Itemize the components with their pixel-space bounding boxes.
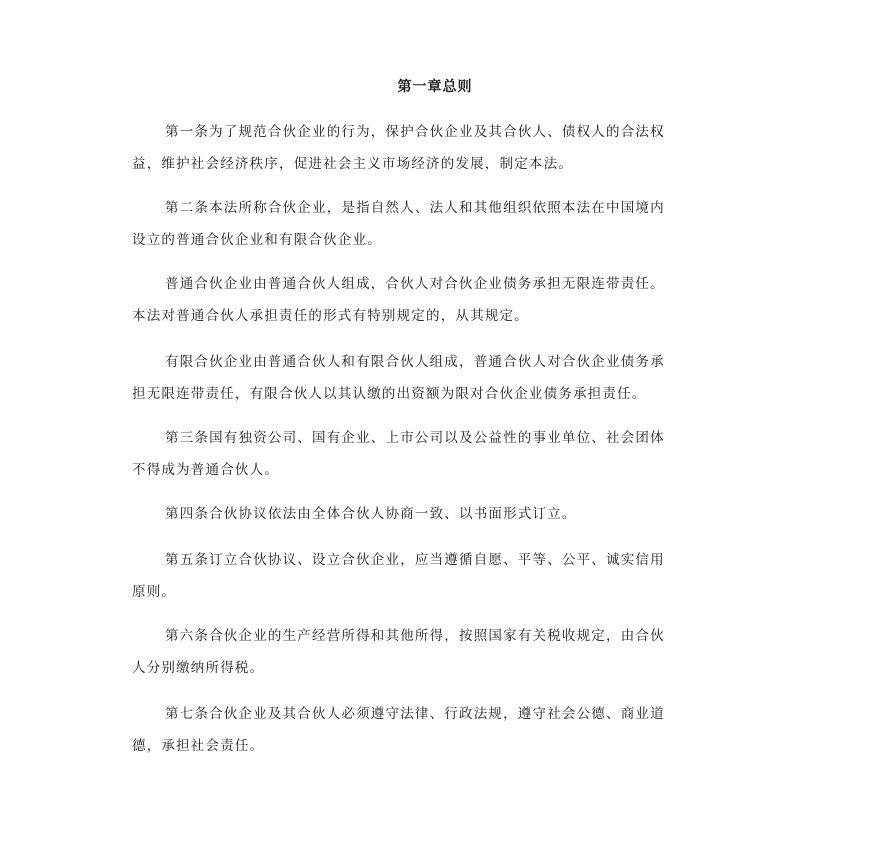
paragraph-line: 普通合伙企业由普通合伙人组成，合伙人对合伙企业债务承担无限连带责任。 [165,276,665,292]
paragraph-line: 第二条本法所称合伙企业，是指自然人、法人和其他组织依照本法在中国境内 [165,200,665,216]
paragraph-limited-partnership [132,346,752,410]
paragraph-article-2 [132,192,752,256]
paragraph-line: 第七条合伙企业及其合伙人必须遵守法律、行政法规，遵守社会公德、商业道 [165,706,665,722]
paragraph-line: 第五条订立合伙协议、设立合伙企业，应当遵循自愿、平等、公平、诚实信用 [165,552,665,568]
paragraph-article-4 [132,498,752,530]
paragraph-article-7 [132,698,752,762]
paragraph-article-6 [132,620,752,684]
paragraph-article-5 [132,544,752,608]
paragraph-line: 担无限连带责任，有限合伙人以其认缴的出资额为限对合伙企业债务承担责任。 [132,386,647,402]
paragraph-general-partnership [132,268,752,332]
paragraph-line: 原则。 [132,584,177,600]
paragraph-line: 有限合伙企业由普通合伙人和有限合伙人组成，普通合伙人对合伙企业债务承 [165,354,665,370]
paragraph-article-3 [132,422,752,486]
paragraph-line: 本法对普通合伙人承担责任的形式有特别规定的，从其规定。 [132,308,529,324]
paragraph-line: 德，承担社会责任。 [132,738,265,754]
paragraph-line: 第四条合伙协议依法由全体合伙人协商一致、以书面形式订立。 [165,506,577,522]
paragraph-article-1 [132,116,752,180]
paragraph-line: 设立的普通合伙企业和有限合伙企业。 [132,232,382,248]
paragraph-line: 人分别缴纳所得税。 [132,660,265,676]
paragraph-line: 第一条为了规范合伙企业的行为，保护合伙企业及其合伙人、债权人的合法权 [165,124,665,140]
paragraph-line: 益，维护社会经济秩序，促进社会主义市场经济的发展，制定本法。 [132,156,573,172]
paragraph-line: 第六条合伙企业的生产经营所得和其他所得，按照国家有关税收规定，由合伙 [165,628,665,644]
paragraph-line: 第三条国有独资公司、国有企业、上市公司以及公益性的事业单位、社会团体 [165,430,665,446]
chapter-title: 第一章总则 [397,79,473,95]
paragraph-line: 不得成为普通合伙人。 [132,462,279,478]
